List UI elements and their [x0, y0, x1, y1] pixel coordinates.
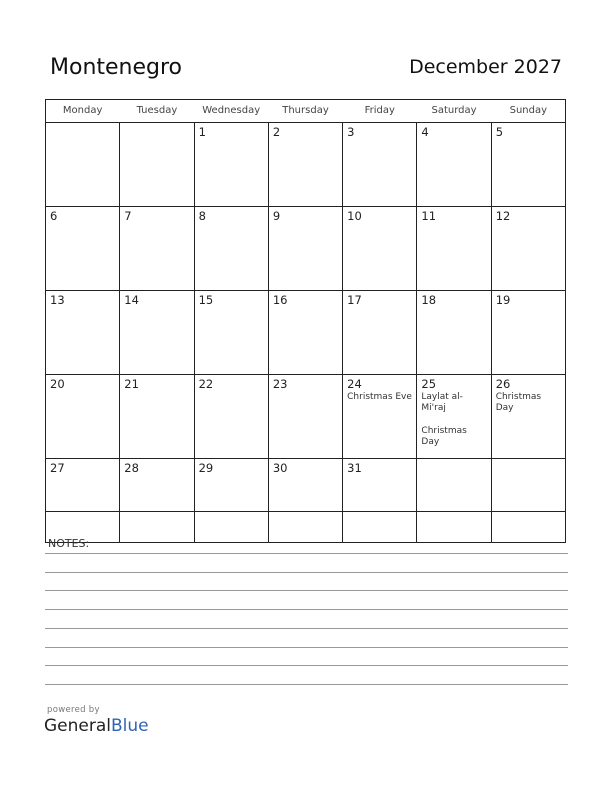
day-cell — [194, 207, 268, 291]
day-cell — [491, 207, 565, 291]
country-title: Montenegro — [50, 55, 183, 80]
weekday-header: Saturday — [417, 99, 491, 123]
day-number: 28 — [124, 461, 139, 475]
day-number: 15 — [198, 293, 214, 307]
day-number: 9 — [272, 209, 281, 223]
calendar-week-row — [46, 207, 566, 291]
note-line — [45, 609, 568, 610]
holiday-label: Christmas Day — [421, 426, 467, 447]
day-number: 7 — [124, 209, 132, 223]
day-cell — [417, 375, 491, 459]
holiday-label: Laylat al-Mi'raj — [421, 392, 463, 413]
note-line — [45, 590, 568, 591]
day-cell — [194, 291, 268, 375]
day-cell — [417, 123, 491, 207]
day-cell — [268, 291, 342, 375]
calendar-grid — [45, 99, 566, 543]
day-cell — [491, 375, 565, 459]
empty-day-cell — [491, 459, 565, 543]
day-number: 17 — [347, 293, 362, 307]
day-number: 16 — [272, 293, 288, 307]
note-line — [45, 572, 568, 573]
day-number: 24 — [347, 377, 362, 391]
day-number: 19 — [495, 293, 511, 307]
day-number: 21 — [124, 377, 139, 391]
day-cell — [343, 123, 417, 207]
day-cell — [268, 459, 342, 543]
day-cell — [268, 123, 342, 207]
empty-day-cell — [120, 123, 194, 207]
holiday-label: Christmas Eve — [347, 392, 412, 402]
note-line — [45, 684, 568, 685]
weekday-header: Sunday — [491, 99, 565, 123]
weekday-header: Monday — [46, 99, 120, 123]
weekday-header: Wednesday — [194, 99, 268, 123]
day-number: 1 — [198, 125, 206, 139]
holiday-label: Christmas Day — [495, 392, 542, 413]
note-line — [45, 553, 568, 554]
day-number: 10 — [347, 209, 362, 223]
day-cell — [46, 375, 120, 459]
day-cell — [120, 459, 194, 543]
weekday-header: Tuesday — [120, 99, 194, 123]
month-year-title: December 2027 — [409, 56, 562, 78]
day-number: 20 — [50, 377, 65, 391]
day-cell — [194, 375, 268, 459]
day-cell — [194, 123, 268, 207]
day-cell — [120, 291, 194, 375]
day-cell — [343, 291, 417, 375]
brand-blue: Blue — [111, 716, 149, 736]
day-cell — [491, 123, 565, 207]
day-number: 5 — [495, 125, 504, 139]
day-cell — [120, 207, 194, 291]
note-line — [45, 647, 568, 648]
day-cell — [417, 207, 491, 291]
weekday-header: Thursday — [268, 99, 342, 123]
calendar-week-row — [46, 459, 566, 543]
note-line — [45, 665, 568, 666]
day-cell — [46, 459, 120, 543]
powered-by-text: powered by — [47, 705, 100, 715]
day-number: 13 — [50, 293, 65, 307]
day-cell — [268, 375, 342, 459]
brand-general: General — [44, 716, 111, 736]
day-number: 4 — [421, 125, 429, 139]
day-number: 31 — [347, 461, 362, 475]
calendar-week-row — [46, 291, 566, 375]
day-cell — [120, 375, 194, 459]
day-cell — [194, 459, 268, 543]
day-cell — [417, 291, 491, 375]
day-number: 27 — [50, 461, 65, 475]
weekday-header: Friday — [343, 99, 417, 123]
day-number: 6 — [50, 209, 58, 223]
day-cell — [491, 291, 565, 375]
calendar-week-row — [46, 123, 566, 207]
notes-label: NOTES: — [48, 537, 90, 550]
day-number: 23 — [272, 377, 288, 391]
day-number: 30 — [272, 461, 288, 475]
day-number: 22 — [198, 377, 214, 391]
day-cell — [343, 207, 417, 291]
day-cell — [46, 291, 120, 375]
weekday-header-row — [46, 99, 566, 123]
day-number: 3 — [347, 125, 355, 139]
day-cell — [343, 375, 417, 459]
day-cell — [268, 207, 342, 291]
day-cell — [343, 459, 417, 543]
day-cell — [46, 207, 120, 291]
day-number: 2 — [272, 125, 281, 139]
calendar-week-row — [46, 375, 566, 459]
day-number: 8 — [198, 209, 206, 223]
day-number: 12 — [495, 209, 511, 223]
note-line — [45, 628, 568, 629]
day-number: 25 — [421, 377, 437, 391]
generalblue-logo — [44, 716, 149, 736]
day-number: 26 — [495, 377, 511, 391]
day-number: 18 — [421, 293, 437, 307]
day-number: 11 — [421, 209, 437, 223]
day-number: 29 — [198, 461, 214, 475]
day-number: 14 — [124, 293, 139, 307]
empty-day-cell — [417, 459, 491, 543]
empty-day-cell — [46, 123, 120, 207]
